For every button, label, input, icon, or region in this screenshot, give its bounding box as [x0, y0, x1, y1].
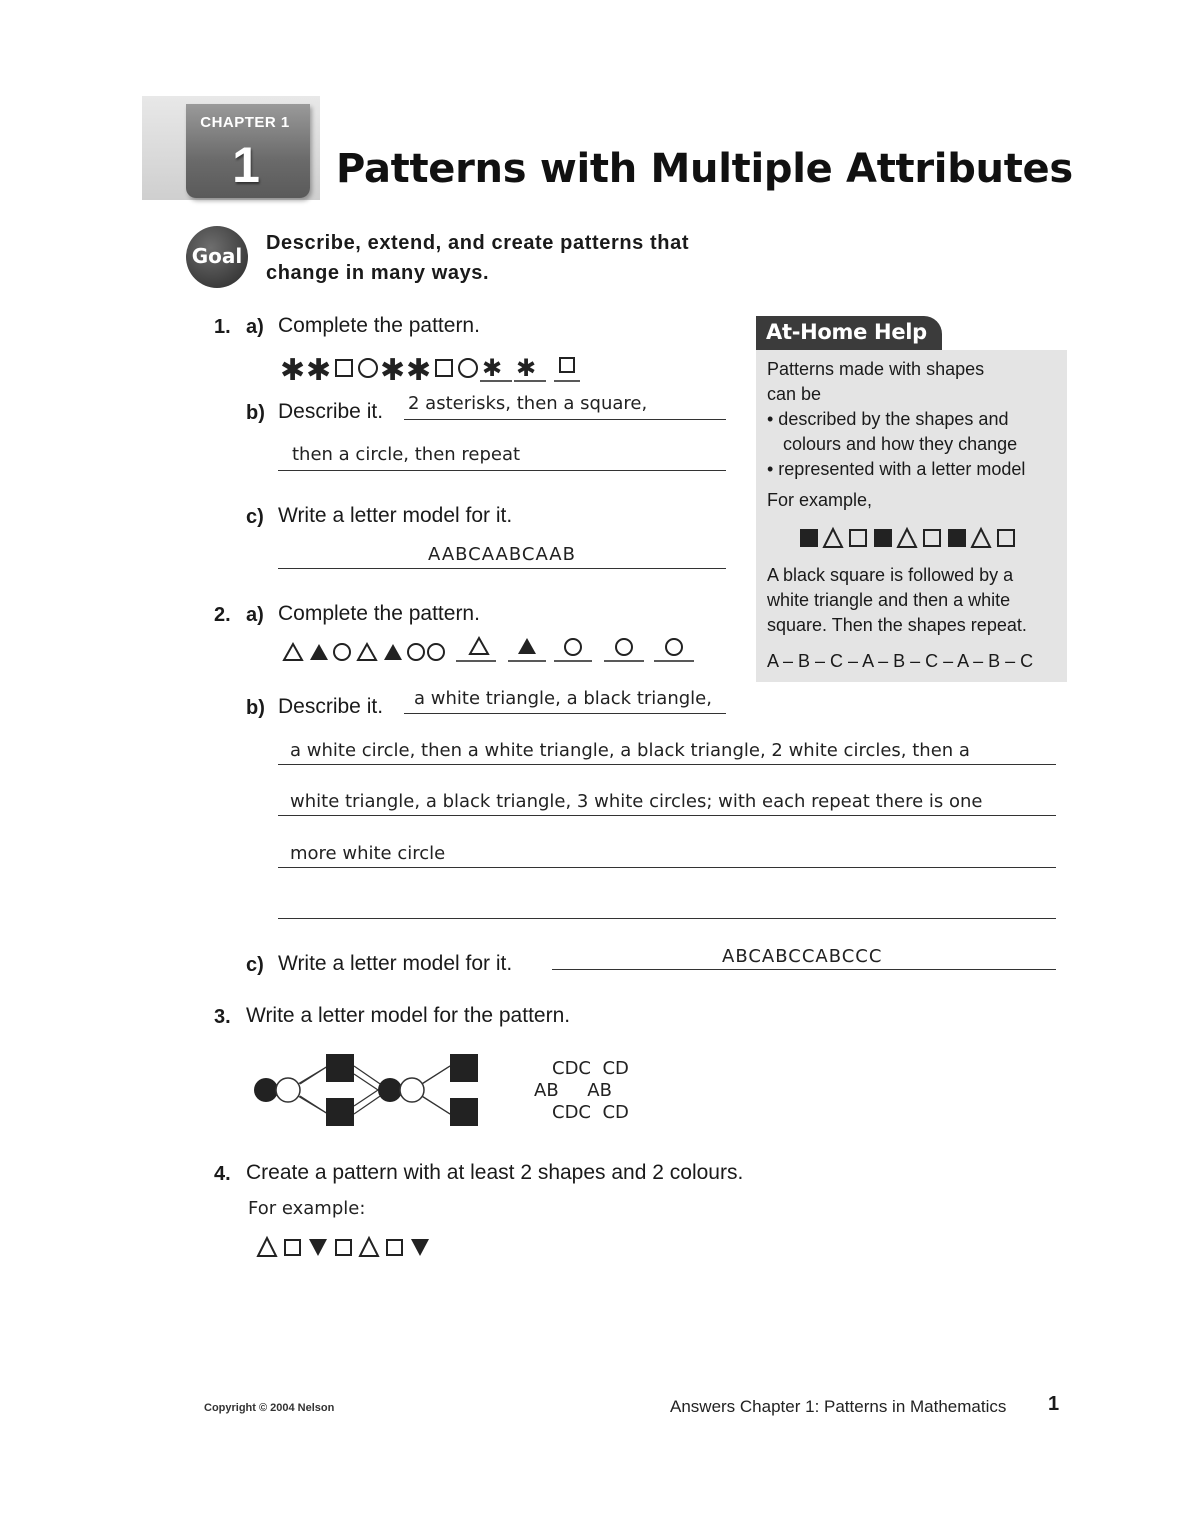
asterisk-icon: ✱	[306, 353, 332, 386]
help-description-line-3: square. Then the shapes repeat.	[767, 615, 1027, 635]
asterisk-icon: ✱	[482, 354, 503, 382]
square-icon	[336, 360, 352, 376]
answer-line	[278, 918, 1056, 919]
question-2b-answer-line-4: more white circle	[290, 843, 446, 864]
circle-icon	[666, 639, 682, 655]
white-circle-icon	[400, 1078, 424, 1102]
chapter-label: CHAPTER 1	[200, 114, 290, 131]
question-2b-text: Describe it.	[278, 695, 384, 718]
help-letter-model: A – B – C – A – B – C – A – B – C	[767, 651, 1034, 671]
page-number: 1	[1048, 1393, 1060, 1415]
black-square-icon	[326, 1098, 354, 1126]
question-2c-label: c)	[246, 954, 264, 976]
answer-line	[404, 419, 726, 420]
white-triangle-icon	[470, 638, 488, 654]
copyright: Copyright © 2004 Nelson	[204, 1402, 335, 1414]
question-1c-text: Write a letter model for it.	[278, 504, 513, 527]
square-icon	[336, 1240, 351, 1255]
white-triangle-icon	[258, 1238, 276, 1256]
question-2b-answer-line-1: a white triangle, a black triangle,	[414, 688, 712, 709]
help-description-line-1: A black square is followed by a	[767, 565, 1014, 585]
question-3-answer-top: CDC CD	[552, 1058, 629, 1079]
question-2-number: 2.	[214, 604, 231, 626]
question-4-text: Create a pattern with at least 2 shapes and 2 colours.	[246, 1161, 744, 1184]
question-1c-answer: AABCAABCAAB	[428, 544, 576, 565]
black-square-icon	[450, 1098, 478, 1126]
answer-line	[278, 867, 1056, 868]
black-square-icon	[948, 529, 966, 547]
help-intro-line-2: can be	[767, 384, 822, 404]
help-intro-line-1: Patterns made with shapes	[767, 359, 985, 379]
help-bullet-1: • described by the shapes and	[767, 409, 1009, 429]
black-circle-icon	[254, 1078, 278, 1102]
circle-icon	[459, 359, 477, 377]
question-1-pattern	[280, 350, 590, 386]
white-triangle-icon	[898, 529, 916, 547]
asterisk-icon: ✱	[516, 354, 537, 382]
asterisk-icon: ✱	[280, 353, 306, 386]
white-circle-icon	[276, 1078, 300, 1102]
page-title: Patterns with Multiple Attributes	[336, 146, 1073, 192]
question-1b-answer-line-1: 2 asterisks, then a square,	[408, 393, 648, 414]
question-2c-text: Write a letter model for it.	[278, 952, 513, 975]
black-down-triangle-icon	[411, 1239, 429, 1256]
question-3-pattern-diagram	[250, 1052, 490, 1130]
black-circle-icon	[378, 1078, 402, 1102]
white-triangle-icon	[358, 644, 376, 660]
white-triangle-icon	[360, 1238, 378, 1256]
answer-line	[278, 470, 726, 471]
circle-icon	[616, 639, 632, 655]
question-4-number: 4.	[214, 1163, 231, 1185]
white-triangle-icon	[284, 644, 302, 660]
answer-line	[278, 815, 1056, 816]
goal-description	[266, 228, 689, 288]
black-triangle-icon	[518, 638, 536, 654]
goal-badge-label: Goal	[191, 244, 243, 268]
asterisk-icon: ✱	[406, 353, 432, 386]
circle-icon	[359, 359, 377, 377]
question-3-number: 3.	[214, 1006, 231, 1028]
question-3-text: Write a letter model for the pattern.	[246, 1004, 571, 1027]
question-4-example-pattern	[256, 1234, 446, 1260]
black-square-icon	[326, 1054, 354, 1082]
answer-line	[278, 764, 1056, 765]
black-square-icon	[874, 529, 892, 547]
black-square-icon	[450, 1054, 478, 1082]
white-triangle-icon	[824, 529, 842, 547]
question-2c-answer: ABCABCCABCCC	[722, 946, 883, 967]
question-2-pattern	[282, 632, 702, 668]
question-2b-answer-line-3: white triangle, a black triangle, 3 white circles; with each repeat there is one	[290, 791, 983, 812]
white-square-icon	[998, 530, 1014, 546]
circle-icon	[565, 639, 581, 655]
help-intro	[767, 357, 1025, 513]
question-1b-answer-line-2: then a circle, then repeat	[292, 444, 521, 465]
asterisk-icon: ✱	[380, 353, 406, 386]
answer-line	[278, 568, 726, 569]
question-4-example-label: For example:	[248, 1198, 366, 1219]
question-3-answer-bottom: CDC CD	[552, 1102, 629, 1123]
black-square-icon	[800, 529, 818, 547]
square-icon	[387, 1240, 402, 1255]
black-down-triangle-icon	[309, 1239, 327, 1256]
circle-icon	[408, 644, 424, 660]
question-1a-label: a)	[246, 316, 264, 338]
help-description	[767, 563, 1033, 674]
goal-line-1: Describe, extend, and create patterns that	[266, 232, 690, 254]
square-icon	[560, 358, 574, 372]
question-1b-text: Describe it.	[278, 400, 384, 423]
help-example-pattern	[798, 526, 1030, 550]
circle-icon	[428, 644, 444, 660]
question-1c-label: c)	[246, 506, 264, 528]
help-bullet-2: • represented with a letter model	[767, 459, 1026, 479]
question-2a-text: Complete the pattern.	[278, 602, 480, 625]
chapter-number: 1	[232, 137, 260, 193]
help-heading: At-Home Help	[766, 320, 927, 344]
question-2b-answer-line-2: a white circle, then a white triangle, a black triangle, 2 white circles, then a	[290, 740, 970, 761]
white-square-icon	[850, 530, 866, 546]
question-1-number: 1.	[214, 316, 231, 338]
question-1a-text: Complete the pattern.	[278, 314, 480, 337]
square-icon	[285, 1240, 300, 1255]
question-2a-label: a)	[246, 604, 264, 626]
black-triangle-icon	[310, 644, 328, 660]
footer-text: Answers Chapter 1: Patterns in Mathematics	[670, 1397, 1007, 1416]
help-example-label: For example,	[767, 490, 873, 510]
black-triangle-icon	[384, 644, 402, 660]
question-3-answer-middle: AB AB	[534, 1080, 612, 1101]
question-1b-label: b)	[246, 402, 265, 424]
answer-line	[404, 713, 726, 714]
answer-line	[552, 969, 1056, 970]
square-icon	[436, 360, 452, 376]
circle-icon	[334, 644, 350, 660]
white-triangle-icon	[972, 529, 990, 547]
white-square-icon	[924, 530, 940, 546]
help-bullet-1-cont: colours and how they change	[783, 434, 1018, 454]
goal-line-2: change in many ways.	[266, 262, 490, 284]
question-2b-label: b)	[246, 697, 265, 719]
help-description-line-2: white triangle and then a white	[767, 590, 1011, 610]
